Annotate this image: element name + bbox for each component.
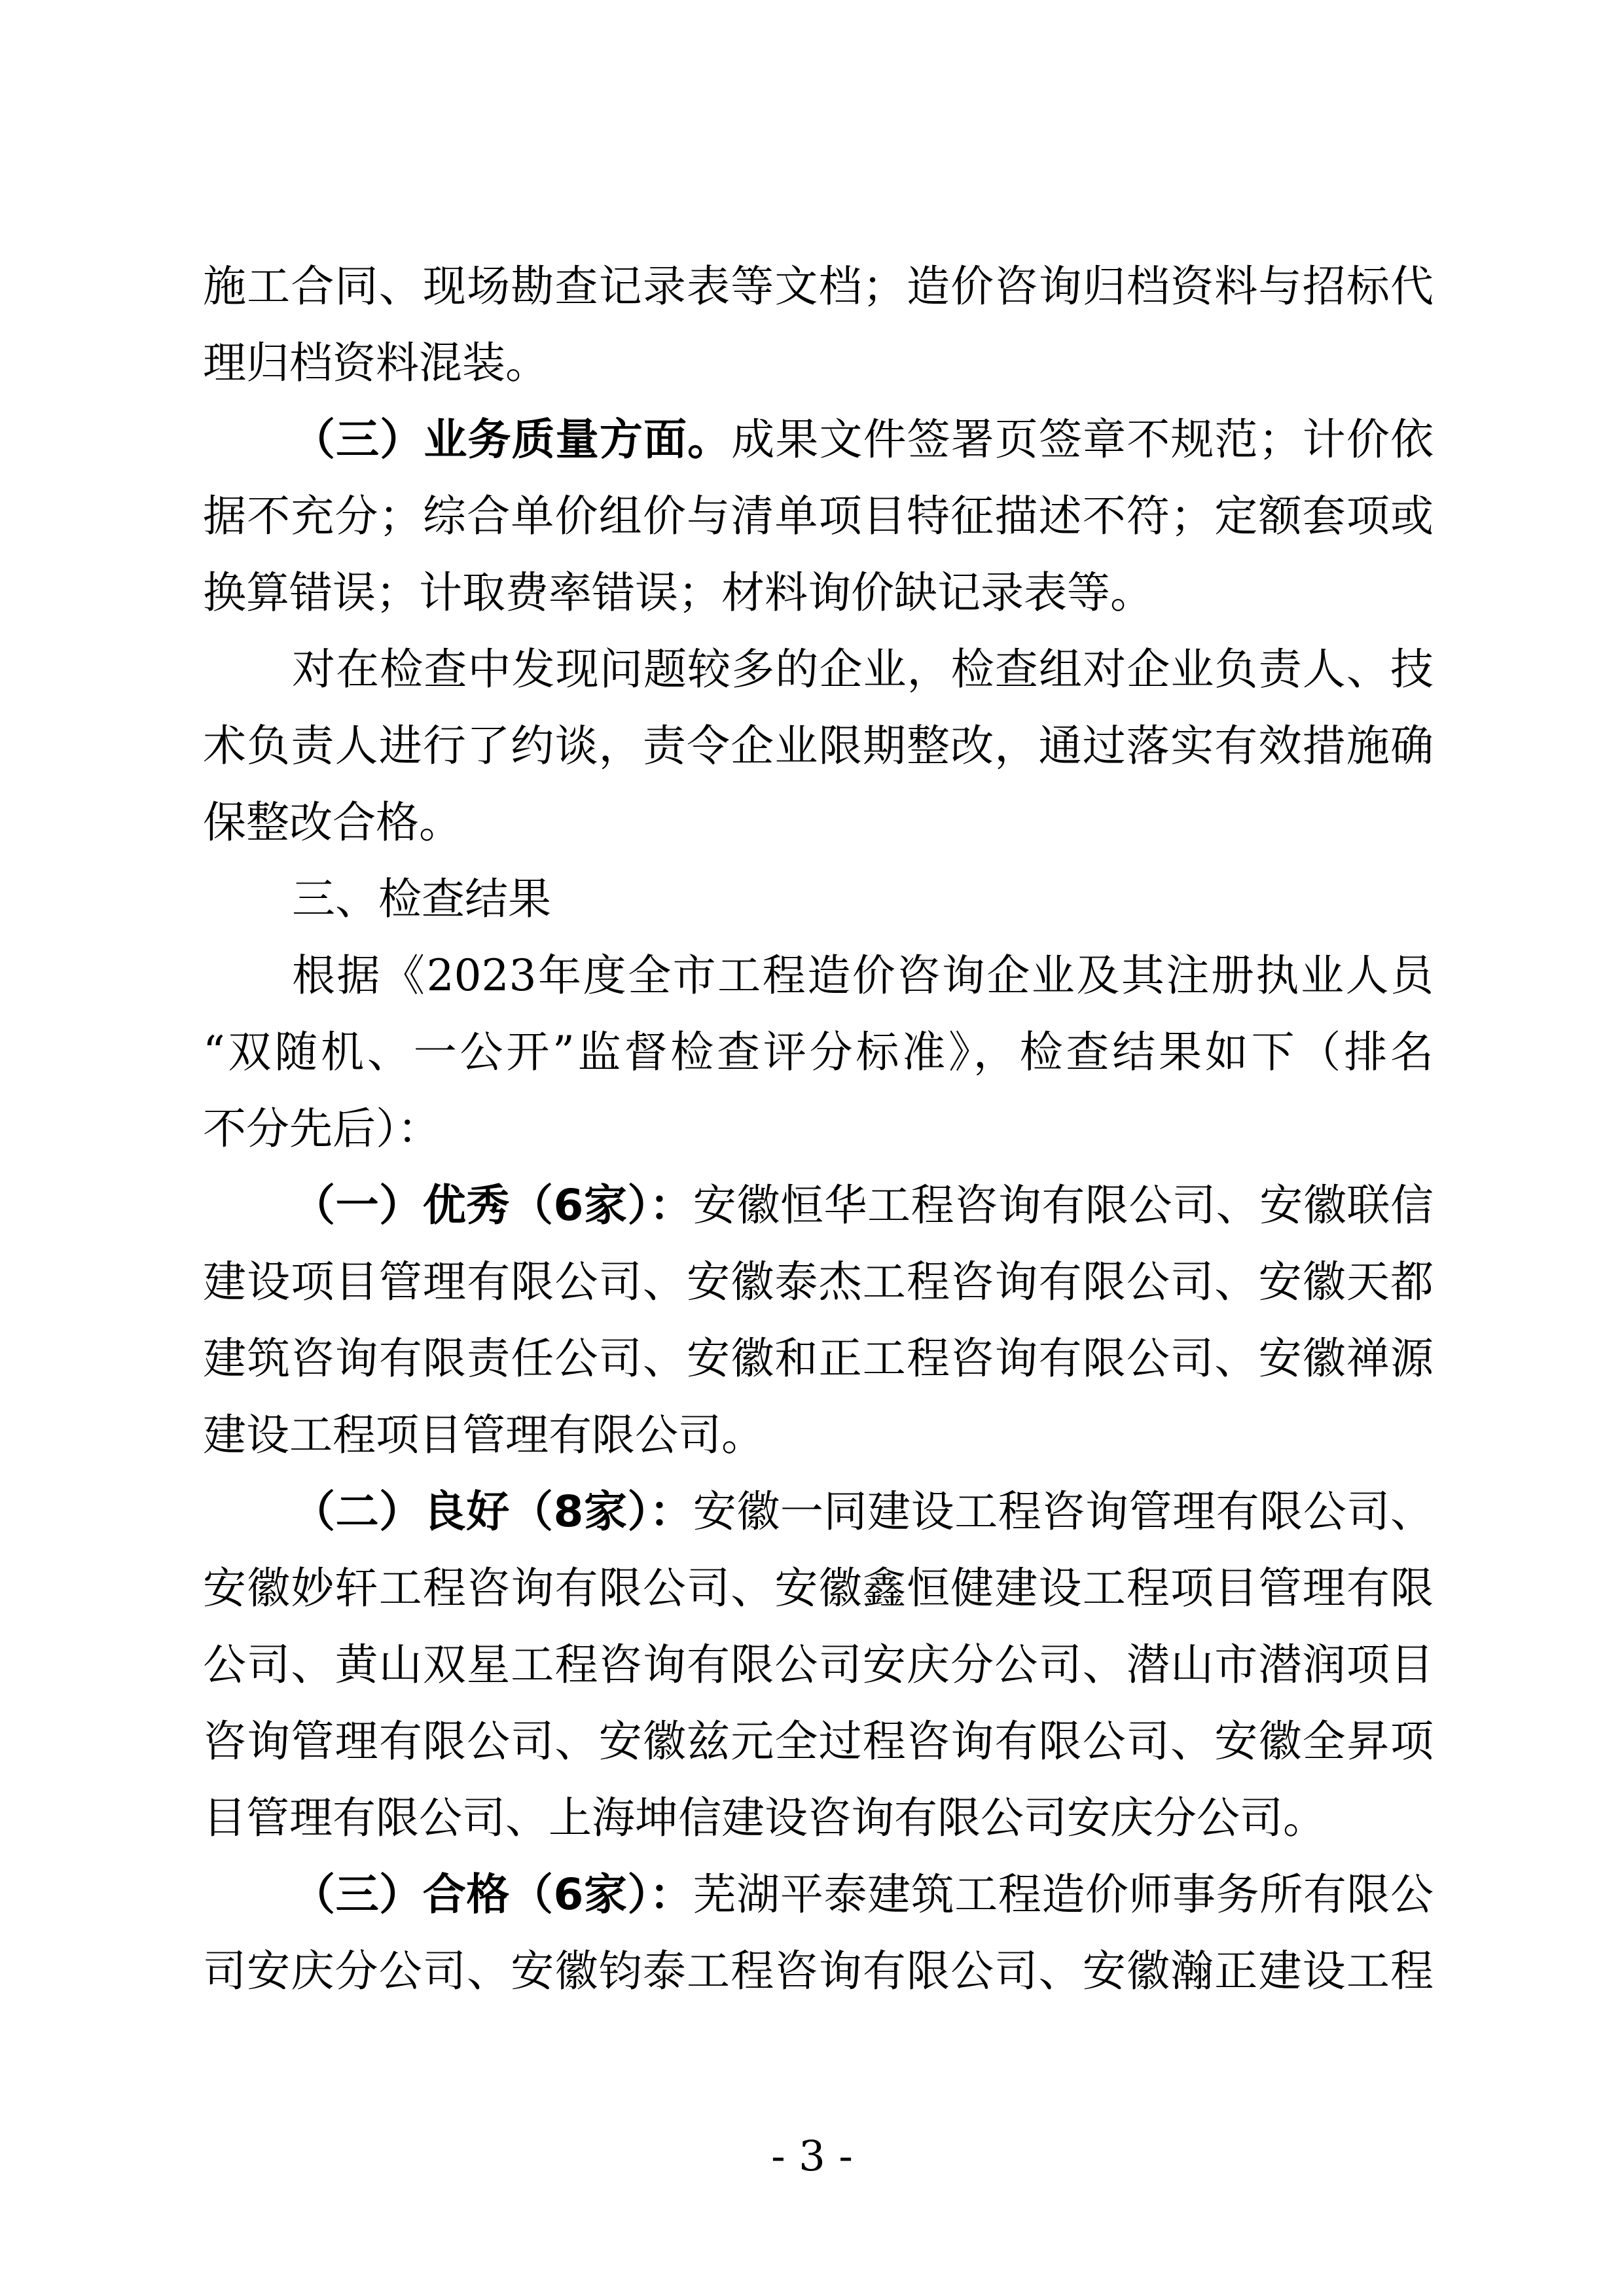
text-line: 理归档资料混装。 (203, 338, 549, 388)
result-qualified: （三）合格（6家）：芜湖平泰建筑工程造价师事务所有限公 (292, 1869, 1434, 1920)
section-heading-label: （三）业务质量方面。 (292, 414, 732, 465)
text-line: 司安庆分公司、安徽钧泰工程咨询有限公司、安徽瀚正建设工程 (203, 1946, 1434, 1996)
text-line: 对在检查中发现问题较多的企业，检查组对企业负责人、技 (292, 644, 1434, 694)
text-line: 安徽妙轩工程咨询有限公司、安徽鑫恒健建设工程项目管理有限 (203, 1563, 1434, 1613)
result-label: （一）优秀（6家）： (292, 1180, 693, 1230)
text-line: 施工合同、现场勘查记录表等文档；造价咨询归档资料与招标代 (203, 261, 1434, 312)
text-line: 术负责人进行了约谈，责令企业限期整改，通过落实有效措施确 (203, 721, 1434, 771)
result-excellent: （一）优秀（6家）：安徽恒华工程咨询有限公司、安徽联信 (292, 1180, 1434, 1230)
section-heading-business-quality: （三）业务质量方面。成果文件签署页签章不规范；计价依 (292, 414, 1434, 465)
text-line: 不分先后）： (203, 1103, 441, 1154)
text-line: 咨询管理有限公司、安徽兹元全过程咨询有限公司、安徽全昇项 (203, 1716, 1434, 1767)
section-title-results: 三、检查结果 (292, 874, 551, 924)
result-label: （三）合格（6家）： (292, 1869, 693, 1920)
text-line: 目管理有限公司、上海坤信建设咨询有限公司安庆分公司。 (203, 1793, 1326, 1843)
text-line: 建设项目管理有限公司、安徽泰杰工程咨询有限公司、安徽天都 (203, 1257, 1434, 1307)
text-line: 建筑咨询有限责任公司、安徽和正工程咨询有限公司、安徽禅源 (203, 1333, 1434, 1384)
text-line: 根据《2023年度全市工程造价咨询企业及其注册执业人员 (292, 950, 1434, 1001)
page-number: - 3 - (771, 2132, 853, 2181)
text-line: 换算错误；计取费率错误；材料询价缺记录表等。 (203, 567, 1153, 618)
text-line: 建设工程项目管理有限公司。 (203, 1410, 765, 1460)
result-label: （二）良好（8家）： (292, 1486, 693, 1537)
text-line: “双随机、一公开”监督检查评分标准》，检查结果如下（排名 (203, 1027, 1434, 1077)
text-line: 保整改合格。 (203, 797, 462, 848)
text-line: 公司、黄山双星工程咨询有限公司安庆分公司、潜山市潜润项目 (203, 1640, 1434, 1690)
text-line: 据不充分；综合单价组价与清单项目特征描述不符；定额套项或 (203, 491, 1434, 541)
result-good: （二）良好（8家）：安徽一同建设工程咨询管理有限公司、 (292, 1486, 1434, 1537)
